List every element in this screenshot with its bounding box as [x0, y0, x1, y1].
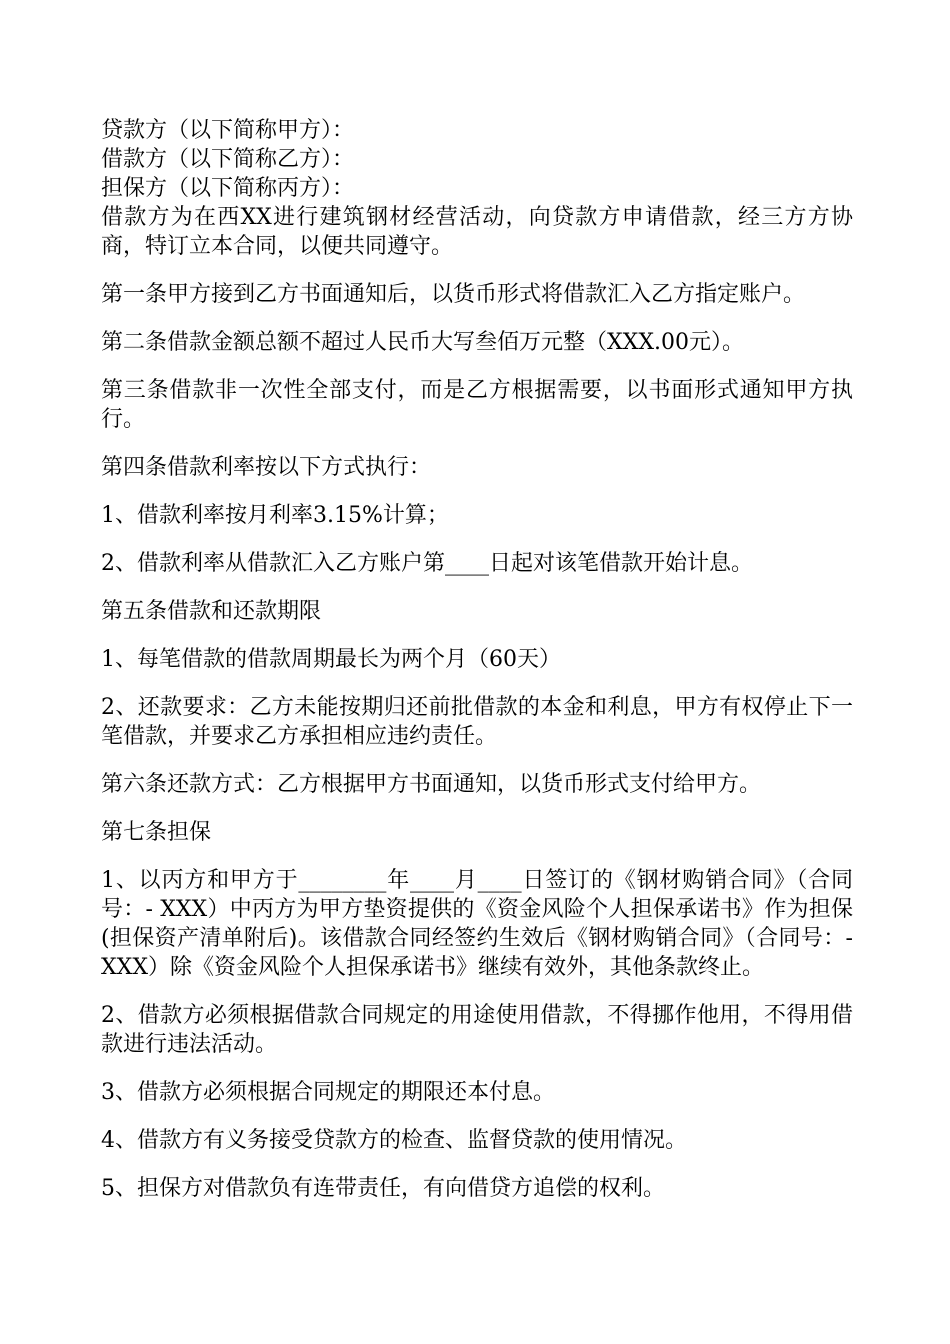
preamble-paragraph: 借款方为在西XX进行建筑钢材经营活动，向贷款方申请借款，经三方方协商，特订立本合同，以便共同遵守。 — [101, 205, 853, 259]
article-5-item-1: 1、每笔借款的借款周期最长为两个月（60天） — [101, 647, 561, 672]
article-7-item-1: 1、以丙方和甲方于________年____月____日签订的《钢材购销合同》（合同号：- XXX）中丙方为甲方垫资提供的《资金风险个人担保承诺书》作为担保(担保资产清单附后)。该借款合同经签约生效后《钢材购销合同》（合同号：- XXX）除《资金风险个人担保承诺书》继续有效外，其他条款终止。 — [101, 868, 853, 980]
article-6: 第六条还款方式：乙方根据甲方书面通知，以货币形式支付给甲方。 — [101, 772, 762, 797]
article-5-heading: 第五条借款和还款期限 — [101, 599, 322, 624]
article-5-item-2: 2、还款要求：乙方未能按期归还前批借款的本金和利息，甲方有权停止下一笔借款，并要求乙方承担相应违约责任。 — [101, 695, 853, 749]
article-4-heading: 第四条借款利率按以下方式执行： — [101, 455, 432, 480]
borrower-line: 借款方（以下简称乙方）： — [101, 147, 355, 172]
article-1: 第一条甲方接到乙方书面通知后，以货币形式将借款汇入乙方指定账户。 — [101, 282, 806, 307]
article-7-item-2: 2、借款方必须根据借款合同规定的用途使用借款，不得挪作他用，不得用借款进行违法活动。 — [101, 1003, 853, 1057]
article-7-item-3: 3、借款方必须根据合同规定的期限还本付息。 — [101, 1080, 555, 1105]
article-2: 第二条借款金额总额不超过人民币大写叁佰万元整（XXX.00元）。 — [101, 330, 744, 355]
guarantor-line: 担保方（以下简称丙方）： — [101, 176, 355, 201]
lender-line: 贷款方（以下简称甲方）： — [101, 118, 355, 143]
article-4-item-1: 1、借款利率按月利率3.15%计算； — [101, 503, 449, 528]
article-4-item-2: 2、借款利率从借款汇入乙方账户第____日起对该笔借款开始计息。 — [101, 551, 753, 576]
contract-page — [101, 116, 853, 1222]
article-7-heading: 第七条担保 — [101, 820, 212, 845]
article-7-item-5: 5、担保方对借款负有连带责任，有向借贷方追偿的权利。 — [101, 1176, 665, 1201]
article-7-item-4: 4、借款方有义务接受贷款方的检查、监督贷款的使用情况。 — [101, 1128, 687, 1153]
article-3: 第三条借款非一次性全部支付，而是乙方根据需要，以书面形式通知甲方执行。 — [101, 378, 853, 432]
